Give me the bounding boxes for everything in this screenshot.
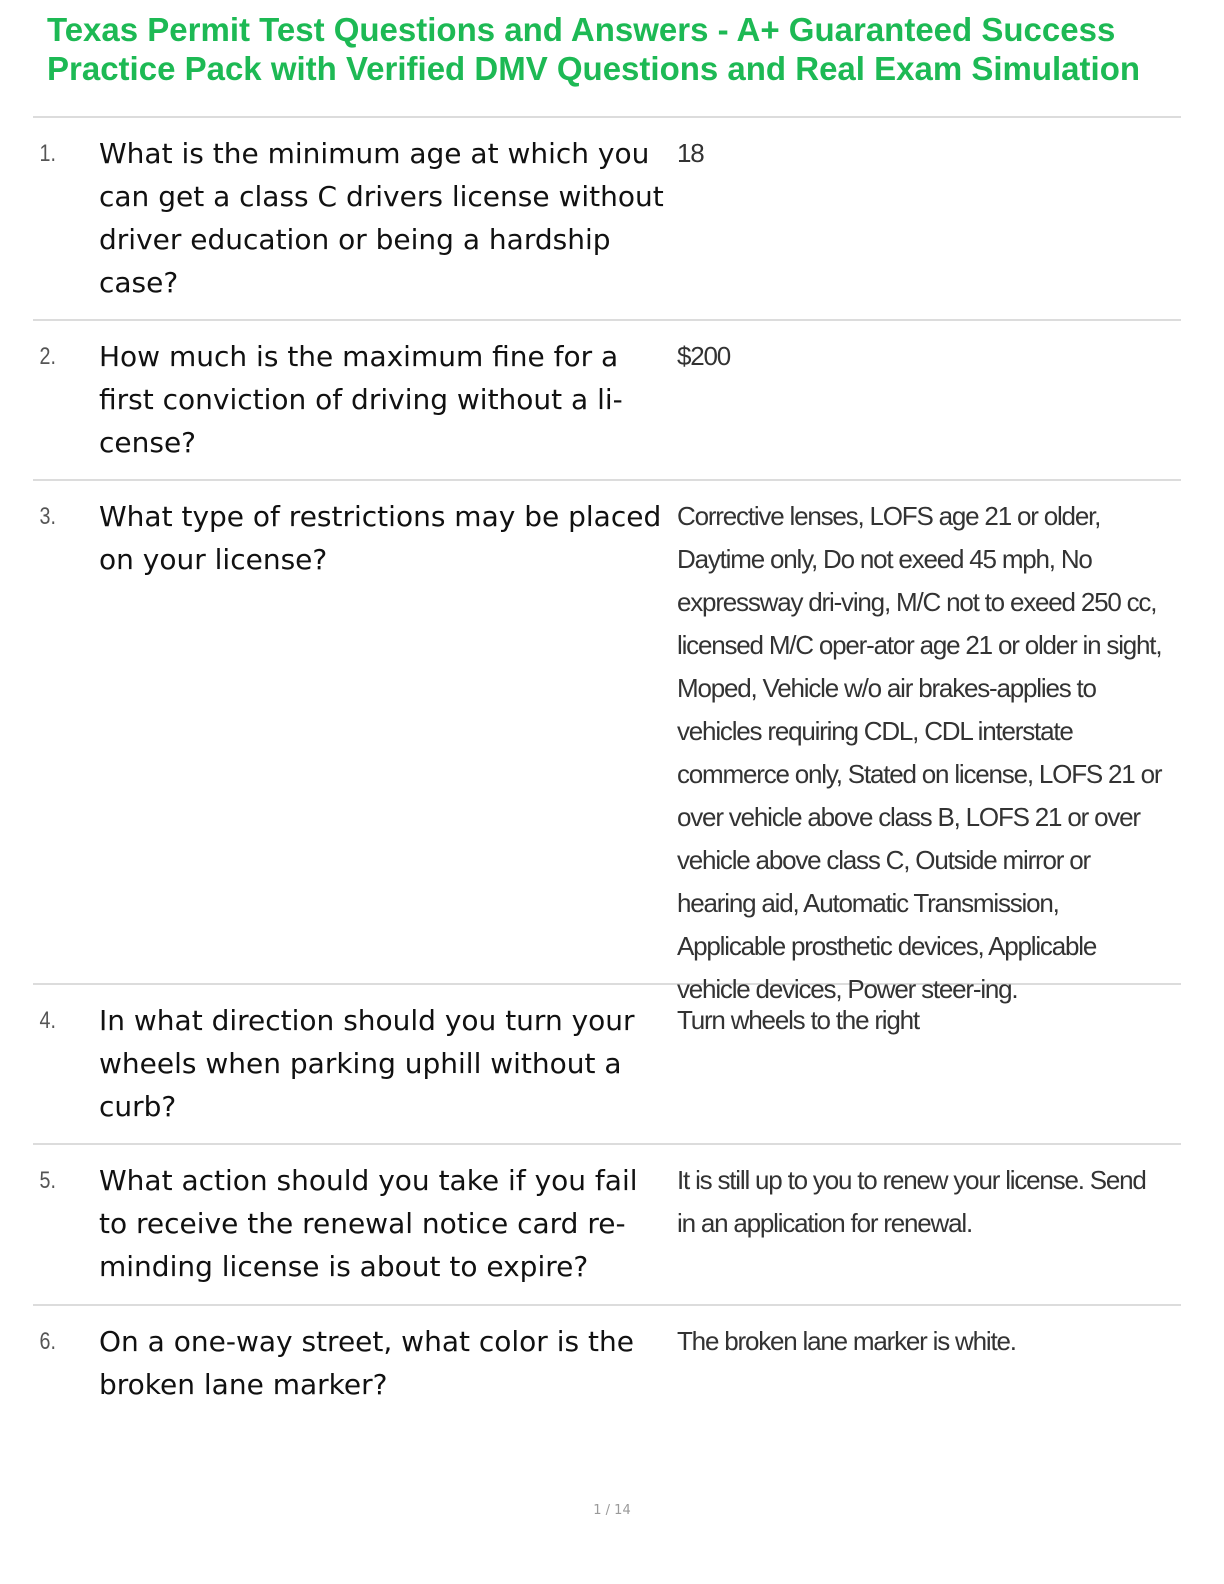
qa-row	[33, 118, 1181, 321]
question-text: How much is the maximum fine for a first conviction of driving without a li-cense?	[99, 340, 623, 459]
question-text: What action should you take if you fail to receive the renewal notice card re-minding license is about to expire?	[99, 1164, 638, 1283]
question-number: 6.	[39, 1328, 56, 1355]
answer-text: Corrective lenses, LOFS age 21 or older, Daytime only, Do not exeed 45 mph, No expressway dri-ving, M/C not to exeed 250 cc, licensed M/C oper-ator age 21 or older in sight, Moped, Vehicle w/o air brakes-applies to vehicles requiring CDL, CDL interstate commerce only, Stated on license, LOFS 21 or over vehicle above class B, LOFS 21 or over vehicle above class C, Outside mirror or hearing aid, Automatic Transmission, Applicable prosthetic devices, Applicable vehicle devices, Power steer-ing.	[677, 501, 1162, 1004]
question-number: 2.	[39, 343, 56, 370]
qa-row	[33, 481, 1181, 1004]
question-text: In what direction should you turn your wheels when parking uphill without a curb?	[99, 1004, 635, 1123]
question-number: 5.	[39, 1167, 56, 1194]
question-text: What type of restrictions may be placed on your license?	[99, 500, 662, 576]
page-number: 1 / 14	[593, 1503, 631, 1518]
qa-row	[33, 321, 1181, 481]
answer-text: Turn wheels to the right	[677, 1005, 919, 1035]
qa-list	[33, 118, 1181, 1416]
question-number: 3.	[39, 503, 56, 530]
question-text: On a one-way street, what color is the broken lane marker?	[99, 1325, 634, 1401]
qa-row	[33, 1145, 1181, 1306]
question-number: 1.	[39, 140, 56, 167]
question-number: 4.	[39, 1007, 56, 1034]
answer-text: The broken lane marker is white.	[677, 1326, 1016, 1356]
answer-text: It is still up to you to renew your license. Send in an application for renewal.	[677, 1165, 1146, 1238]
answer-text: $200	[677, 341, 731, 371]
qa-row	[33, 1306, 1181, 1416]
answer-text: 18	[677, 138, 704, 168]
qa-row	[33, 985, 1181, 1145]
document-title: Texas Permit Test Questions and Answers - A+ Guaranteed Success Practice Pack with Verified DMV Questions and Real Exam Simulation	[47, 11, 1141, 87]
question-text: What is the minimum age at which you can get a class C drivers license without driver education or being a hardship case?	[99, 137, 664, 299]
